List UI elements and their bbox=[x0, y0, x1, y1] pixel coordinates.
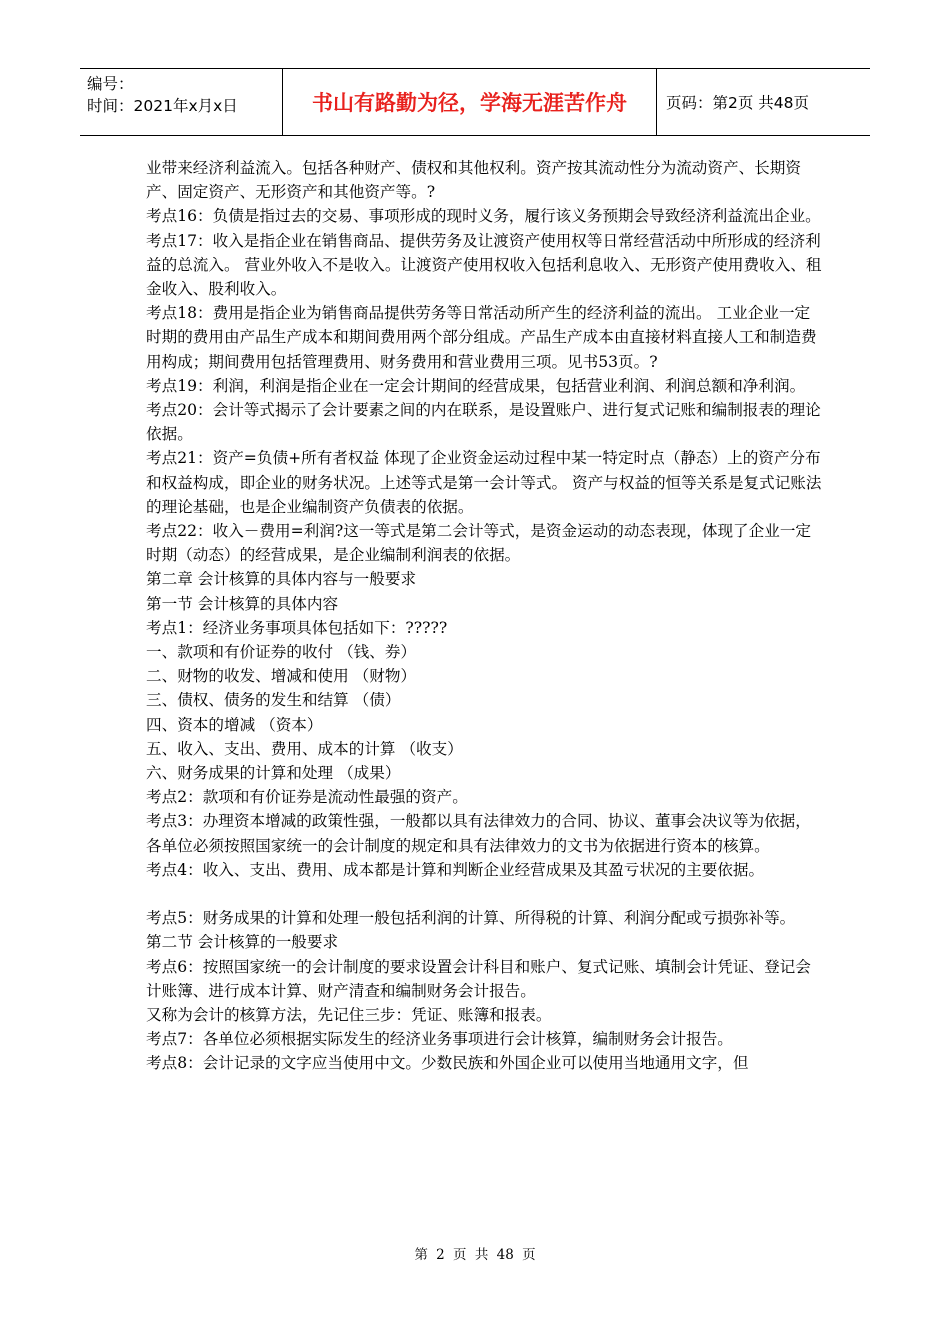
paragraph: 考点16：负债是指过去的交易、事项形成的现时义务，履行该义务预期会导致经济利益流出企业。 bbox=[146, 207, 821, 226]
document-body bbox=[146, 156, 822, 1076]
paragraph: 考点1：经济业务事项具体包括如下：????? bbox=[146, 618, 448, 637]
paragraph: 又称为会计的核算方法，先记住三步：凭证、账簿和报表。 bbox=[146, 1005, 552, 1024]
paragraph: 考点18：费用是指企业为销售商品提供劳务等日常活动所产生的经济利益的流出。 工业企业一定时期的费用由产品生产成本和期间费用两个部分组成。产品生产成本由直接材料直接人工和制造费用构成；期间费用包括管理费用、财务费用和营业费用三项。见书53页。? bbox=[146, 304, 817, 371]
list-item: 六、财务成果的计算和处理 （成果） bbox=[146, 764, 401, 783]
section-heading: 第二节 会计核算的一般要求 bbox=[146, 933, 339, 952]
list-item: 一、款项和有价证券的收付 （钱、券） bbox=[146, 643, 417, 662]
paragraph: 考点6：按照国家统一的会计制度的要求设置会计科目和账户、复式记账、填制会计凭证、登记会计账簿、进行成本计算、财产清查和编制财务会计报告。 bbox=[146, 957, 811, 1000]
list-item: 三、债权、债务的发生和结算 （债） bbox=[146, 691, 401, 710]
header-motto: 书山有路勤为径，学海无涯苦作舟 bbox=[283, 69, 657, 135]
list-item: 四、资本的增减 （资本） bbox=[146, 715, 323, 734]
list-item: 二、财物的收发、增减和使用 （财物） bbox=[146, 667, 417, 686]
paragraph: 考点20：会计等式揭示了会计要素之间的内在联系，是设置账户、进行复式记账和编制报表的理论依据。 bbox=[146, 401, 821, 444]
document-number-label: 编号： bbox=[87, 75, 134, 93]
paragraph: 考点21：资产=负债+所有者权益 体现了企业资金运动过程中某一特定时点（静态）上的资产分布和权益构成，即企业的财务状况。上述等式是第一会计等式。 资产与权益的恒等关系是复式记账法的理论基础，也是企业编制资产负债表的依据。 bbox=[146, 449, 822, 516]
chapter-heading: 第二章 会计核算的具体内容与一般要求 bbox=[146, 570, 417, 589]
paragraph: 业带来经济利益流入。包括各种财产、债权和其他权利。资产按其流动性分为流动资产、长期资产、固定资产、无形资产和其他资产等。? bbox=[146, 159, 801, 202]
section-heading: 第一节 会计核算的具体内容 bbox=[146, 594, 339, 613]
paragraph: 考点19：利润，利润是指企业在一定会计期间的经营成果，包括营业利润、利润总额和净利润。 bbox=[146, 376, 806, 395]
header-meta bbox=[80, 69, 283, 135]
page-footer: 第 2 页 共 48 页 bbox=[414, 1247, 536, 1263]
paragraph: 考点4：收入、支出、费用、成本都是计算和判断企业经营成果及其盈亏状况的主要依据。 bbox=[146, 860, 765, 879]
page-header bbox=[80, 68, 870, 136]
list-item: 五、收入、支出、费用、成本的计算 （收支） bbox=[146, 739, 463, 758]
document-date: 时间：2021年x月x日 bbox=[87, 97, 238, 115]
paragraph: 考点22：收入－费用=利润?这一等式是第二会计等式，是资金运动的动态表现，体现了企业一定时期（动态）的经营成果，是企业编制利润表的依据。 bbox=[146, 522, 812, 565]
header-page-number: 页码：第2页 共48页 bbox=[666, 94, 810, 112]
paragraph: 考点8：会计记录的文字应当使用中文。少数民族和外国企业可以使用当地通用文字，但 bbox=[146, 1054, 749, 1073]
paragraph: 考点5：财务成果的计算和处理一般包括利润的计算、所得税的计算、利润分配或亏损弥补等。 bbox=[146, 909, 796, 928]
paragraph: 考点7：各单位必须根据实际发生的经济业务事项进行会计核算，编制财务会计报告。 bbox=[146, 1030, 733, 1049]
paragraph: 考点3：办理资本增减的政策性强，一般都以具有法律效力的合同、协议、董事会决议等为依据，各单位必须按照国家统一的会计制度的规定和具有法律效力的文书为依据进行资本的核算。 bbox=[146, 812, 811, 855]
paragraph: 考点17：收入是指企业在销售商品、提供劳务及让渡资产使用权等日常经营活动中所形成的经济利益的总流入。 营业外收入不是收入。让渡资产使用权收入包括利息收入、无形资产使用费收入、租金收入、股利收入。 bbox=[146, 231, 822, 299]
paragraph: 考点2：款项和有价证券是流动性最强的资产。 bbox=[146, 788, 468, 807]
